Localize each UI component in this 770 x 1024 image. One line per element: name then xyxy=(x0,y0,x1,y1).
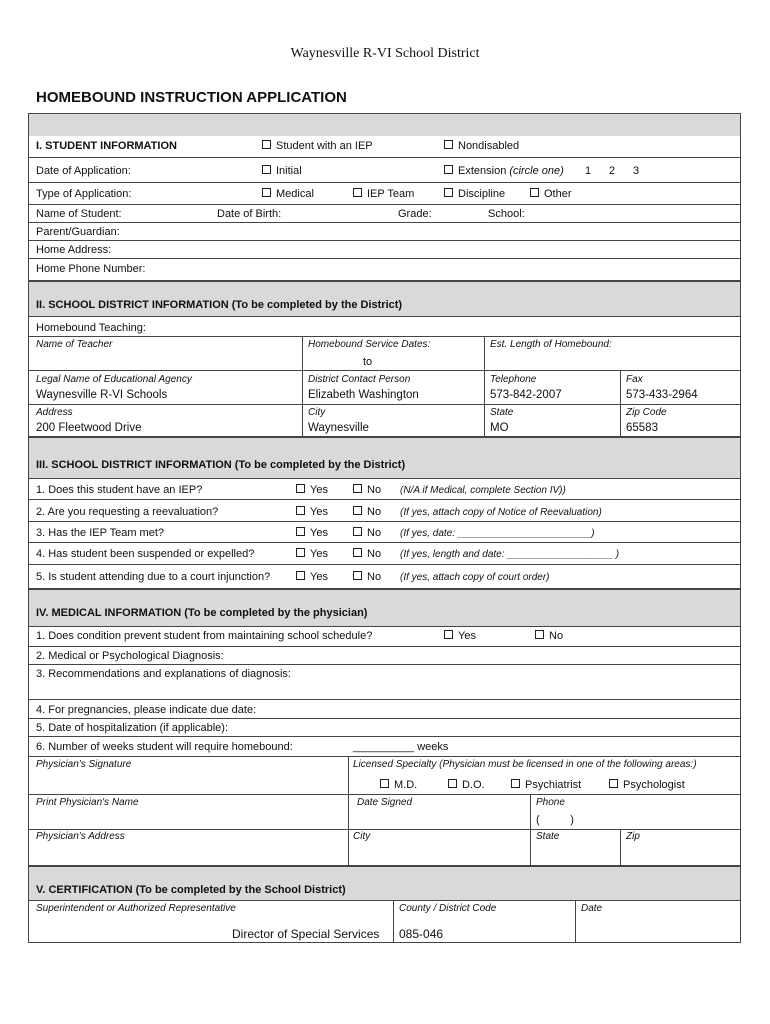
physician-phone-label: Phone xyxy=(536,797,565,808)
checkbox-icon[interactable] xyxy=(353,571,362,580)
date-signed-label: Date Signed xyxy=(357,797,413,808)
service-dates-to: to xyxy=(363,356,373,368)
parent-guardian-label: Parent/Guardian: xyxy=(36,226,120,238)
home-address-label: Home Address: xyxy=(36,244,112,256)
psychiatrist-option[interactable]: Psychiatrist xyxy=(511,779,581,791)
psychologist-option[interactable]: Psychologist xyxy=(609,779,685,791)
medical-q5: 5. Date of hospitalization (if applicable): xyxy=(36,722,228,734)
q2-no[interactable]: No xyxy=(353,506,381,518)
q5-note: (If yes, attach copy of court order) xyxy=(400,572,550,583)
physician-city-label: City xyxy=(353,831,371,842)
extension-choice-3[interactable]: 3 xyxy=(633,165,640,177)
student-name-label: Name of Student: xyxy=(36,208,122,220)
physician-signature-label: Physician's Signature xyxy=(36,759,132,770)
homebound-teaching-label: Homebound Teaching: xyxy=(36,322,146,334)
fax-value: 573-433-2964 xyxy=(626,389,698,401)
checkbox-icon[interactable] xyxy=(262,140,271,149)
md-option[interactable]: M.D. xyxy=(380,779,417,791)
print-physician-name-label: Print Physician's Name xyxy=(36,797,139,808)
divider xyxy=(28,258,741,259)
divider xyxy=(28,336,741,337)
service-dates-label: Homebound Service Dates: xyxy=(308,339,431,350)
divider xyxy=(28,756,741,757)
section-5-heading: V. CERTIFICATION (To be completed by the School District) xyxy=(36,884,346,896)
checkbox-icon[interactable] xyxy=(530,188,539,197)
district-zip-label: Zip Code xyxy=(626,407,667,418)
teacher-name-label: Name of Teacher xyxy=(36,339,113,350)
discipline-option[interactable]: Discipline xyxy=(444,188,505,200)
physician-state-label: State xyxy=(536,831,560,842)
divider xyxy=(393,900,394,943)
certification-date-label: Date xyxy=(581,903,603,914)
district-city-label: City xyxy=(308,407,326,418)
physician-phone-field[interactable]: ( ) xyxy=(536,814,574,826)
initial-option[interactable]: Initial xyxy=(262,165,302,177)
agency-label: Legal Name of Educational Agency xyxy=(36,374,192,385)
divider xyxy=(28,204,741,205)
q3-no[interactable]: No xyxy=(353,527,381,539)
divider xyxy=(28,222,741,223)
school-label: School: xyxy=(488,208,525,220)
divider xyxy=(302,336,303,437)
district-name: Waynesville R-VI School District xyxy=(290,46,480,61)
district-zip-value: 65583 xyxy=(626,422,658,434)
grade-label: Grade: xyxy=(398,208,432,220)
medical-q3: 3. Recommendations and explanations of diagnosis: xyxy=(36,668,291,680)
q1-note: (N/A if Medical, complete Section IV)) xyxy=(400,485,566,496)
type-of-application-label: Type of Application: xyxy=(36,188,132,200)
divider xyxy=(28,829,741,830)
other-option[interactable]: Other xyxy=(530,188,572,200)
divider xyxy=(28,564,741,565)
divider xyxy=(28,404,741,405)
divider xyxy=(28,478,741,479)
home-phone-label: Home Phone Number: xyxy=(36,263,146,275)
divider xyxy=(28,542,741,543)
divider xyxy=(28,182,741,183)
q2-note: (If yes, attach copy of Notice of Reevaluation) xyxy=(400,507,602,518)
representative-value: Director of Special Services xyxy=(232,927,380,941)
divider xyxy=(28,626,741,627)
section-1-band xyxy=(29,114,740,136)
q5-yes[interactable]: Yes xyxy=(296,571,328,583)
section-2-heading: II. SCHOOL DISTRICT INFORMATION (To be completed by the District) xyxy=(36,299,403,311)
q3-yes[interactable]: Yes xyxy=(296,527,328,539)
checkbox-icon[interactable] xyxy=(353,506,362,515)
medical-q1-no[interactable]: No xyxy=(535,630,563,642)
weeks-field[interactable]: __________ weeks xyxy=(353,741,449,753)
q1-yes[interactable]: Yes xyxy=(296,484,328,496)
q5-text: 5. Is student attending due to a court injunction? xyxy=(36,571,271,583)
iep-team-option[interactable]: IEP Team xyxy=(353,188,414,200)
checkbox-icon[interactable] xyxy=(296,548,305,557)
divider xyxy=(530,794,531,866)
telephone-label: Telephone xyxy=(490,374,537,385)
checkbox-icon[interactable] xyxy=(444,140,453,149)
date-of-application-label: Date of Application: xyxy=(36,165,131,177)
divider xyxy=(620,829,621,866)
district-state-label: State xyxy=(490,407,514,418)
licensed-specialty-label: Licensed Specialty (Physician must be licensed in one of the following areas:) xyxy=(353,759,697,770)
physician-zip-label: Zip xyxy=(626,831,640,842)
medical-option[interactable]: Medical xyxy=(262,188,314,200)
checkbox-icon[interactable] xyxy=(296,484,305,493)
checkbox-icon[interactable] xyxy=(353,548,362,557)
q5-no[interactable]: No xyxy=(353,571,381,583)
divider xyxy=(28,521,741,522)
checkbox-icon[interactable] xyxy=(296,571,305,580)
divider xyxy=(28,499,741,500)
checkbox-icon[interactable] xyxy=(353,484,362,493)
checkbox-icon[interactable] xyxy=(262,165,271,174)
divider xyxy=(28,240,741,241)
telephone-value: 573-842-2007 xyxy=(490,389,562,401)
physician-address-label: Physician's Address xyxy=(36,831,125,842)
county-district-code-label: County / District Code xyxy=(399,903,497,914)
q2-yes[interactable]: Yes xyxy=(296,506,328,518)
date-of-birth-label: Date of Birth: xyxy=(217,208,282,220)
district-city-value: Waynesville xyxy=(308,422,369,434)
agency-value: Waynesville R-VI Schools xyxy=(36,389,168,401)
district-address-value: 200 Fleetwood Drive xyxy=(36,422,142,434)
divider xyxy=(28,718,741,719)
extension-choice-1[interactable]: 1 xyxy=(585,165,592,177)
medical-q2: 2. Medical or Psychological Diagnosis: xyxy=(36,650,224,662)
extension-choice-2[interactable]: 2 xyxy=(609,165,616,177)
district-address-label: Address xyxy=(36,407,73,418)
q4-yes[interactable]: Yes xyxy=(296,548,328,560)
checkbox-icon[interactable] xyxy=(296,527,305,536)
section-3-band xyxy=(29,438,740,478)
medical-q1: 1. Does condition prevent student from maintaining school schedule? xyxy=(36,630,373,642)
q2-text: 2. Are you requesting a reevaluation? xyxy=(36,506,219,518)
section-1-heading: I. STUDENT INFORMATION xyxy=(36,140,177,152)
checkbox-icon[interactable] xyxy=(444,630,453,639)
medical-q6: 6. Number of weeks student will require homebound: xyxy=(36,741,293,753)
checkbox-icon[interactable] xyxy=(296,506,305,515)
divider xyxy=(28,664,741,665)
divider xyxy=(575,900,576,943)
q3-note: (If yes, date: ________________________) xyxy=(400,528,595,539)
representative-label: Superintendent or Authorized Representative xyxy=(36,903,236,914)
form-title: HOMEBOUND INSTRUCTION APPLICATION xyxy=(36,89,347,106)
divider xyxy=(484,336,485,437)
q4-note: (If yes, length and date: ___________________ ) xyxy=(400,549,620,560)
district-state-value: MO xyxy=(490,422,509,434)
section-4-heading: IV. MEDICAL INFORMATION (To be completed by the physician) xyxy=(36,607,368,619)
medical-q4: 4. For pregnancies, please indicate due date: xyxy=(36,704,257,716)
divider xyxy=(28,699,741,700)
divider xyxy=(348,756,349,866)
checkbox-icon[interactable] xyxy=(609,779,618,788)
contact-person-label: District Contact Person xyxy=(308,374,411,385)
q3-text: 3. Has the IEP Team met? xyxy=(36,527,164,539)
nondisabled-option[interactable]: Nondisabled xyxy=(444,140,519,152)
checkbox-icon[interactable] xyxy=(262,188,271,197)
checkbox-icon[interactable] xyxy=(535,630,544,639)
checkbox-icon[interactable] xyxy=(511,779,520,788)
divider xyxy=(28,736,741,737)
student-iep-option[interactable]: Student with an IEP xyxy=(262,140,373,152)
contact-person-value: Elizabeth Washington xyxy=(308,389,419,401)
fax-label: Fax xyxy=(626,374,643,385)
medical-q1-yes[interactable]: Yes xyxy=(444,630,476,642)
county-district-code-value: 085-046 xyxy=(399,927,444,941)
q1-no[interactable]: No xyxy=(353,484,381,496)
do-option[interactable]: D.O. xyxy=(448,779,485,791)
divider xyxy=(28,316,741,317)
est-length-label: Est. Length of Homebound: xyxy=(490,339,612,350)
divider xyxy=(28,370,741,371)
section-3-heading: III. SCHOOL DISTRICT INFORMATION (To be completed by the District) xyxy=(36,459,406,471)
checkbox-icon[interactable] xyxy=(444,165,453,174)
q4-text: 4. Has student been suspended or expelled? xyxy=(36,548,255,560)
checkbox-icon[interactable] xyxy=(353,527,362,536)
extension-option[interactable]: Extension (circle one) xyxy=(444,165,564,177)
checkbox-icon[interactable] xyxy=(444,188,453,197)
checkbox-icon[interactable] xyxy=(353,188,362,197)
q4-no[interactable]: No xyxy=(353,548,381,560)
divider xyxy=(28,646,741,647)
q1-text: 1. Does this student have an IEP? xyxy=(36,484,203,496)
divider xyxy=(28,794,741,795)
checkbox-icon[interactable] xyxy=(448,779,457,788)
checkbox-icon[interactable] xyxy=(380,779,389,788)
divider xyxy=(28,157,741,158)
divider xyxy=(28,900,741,901)
